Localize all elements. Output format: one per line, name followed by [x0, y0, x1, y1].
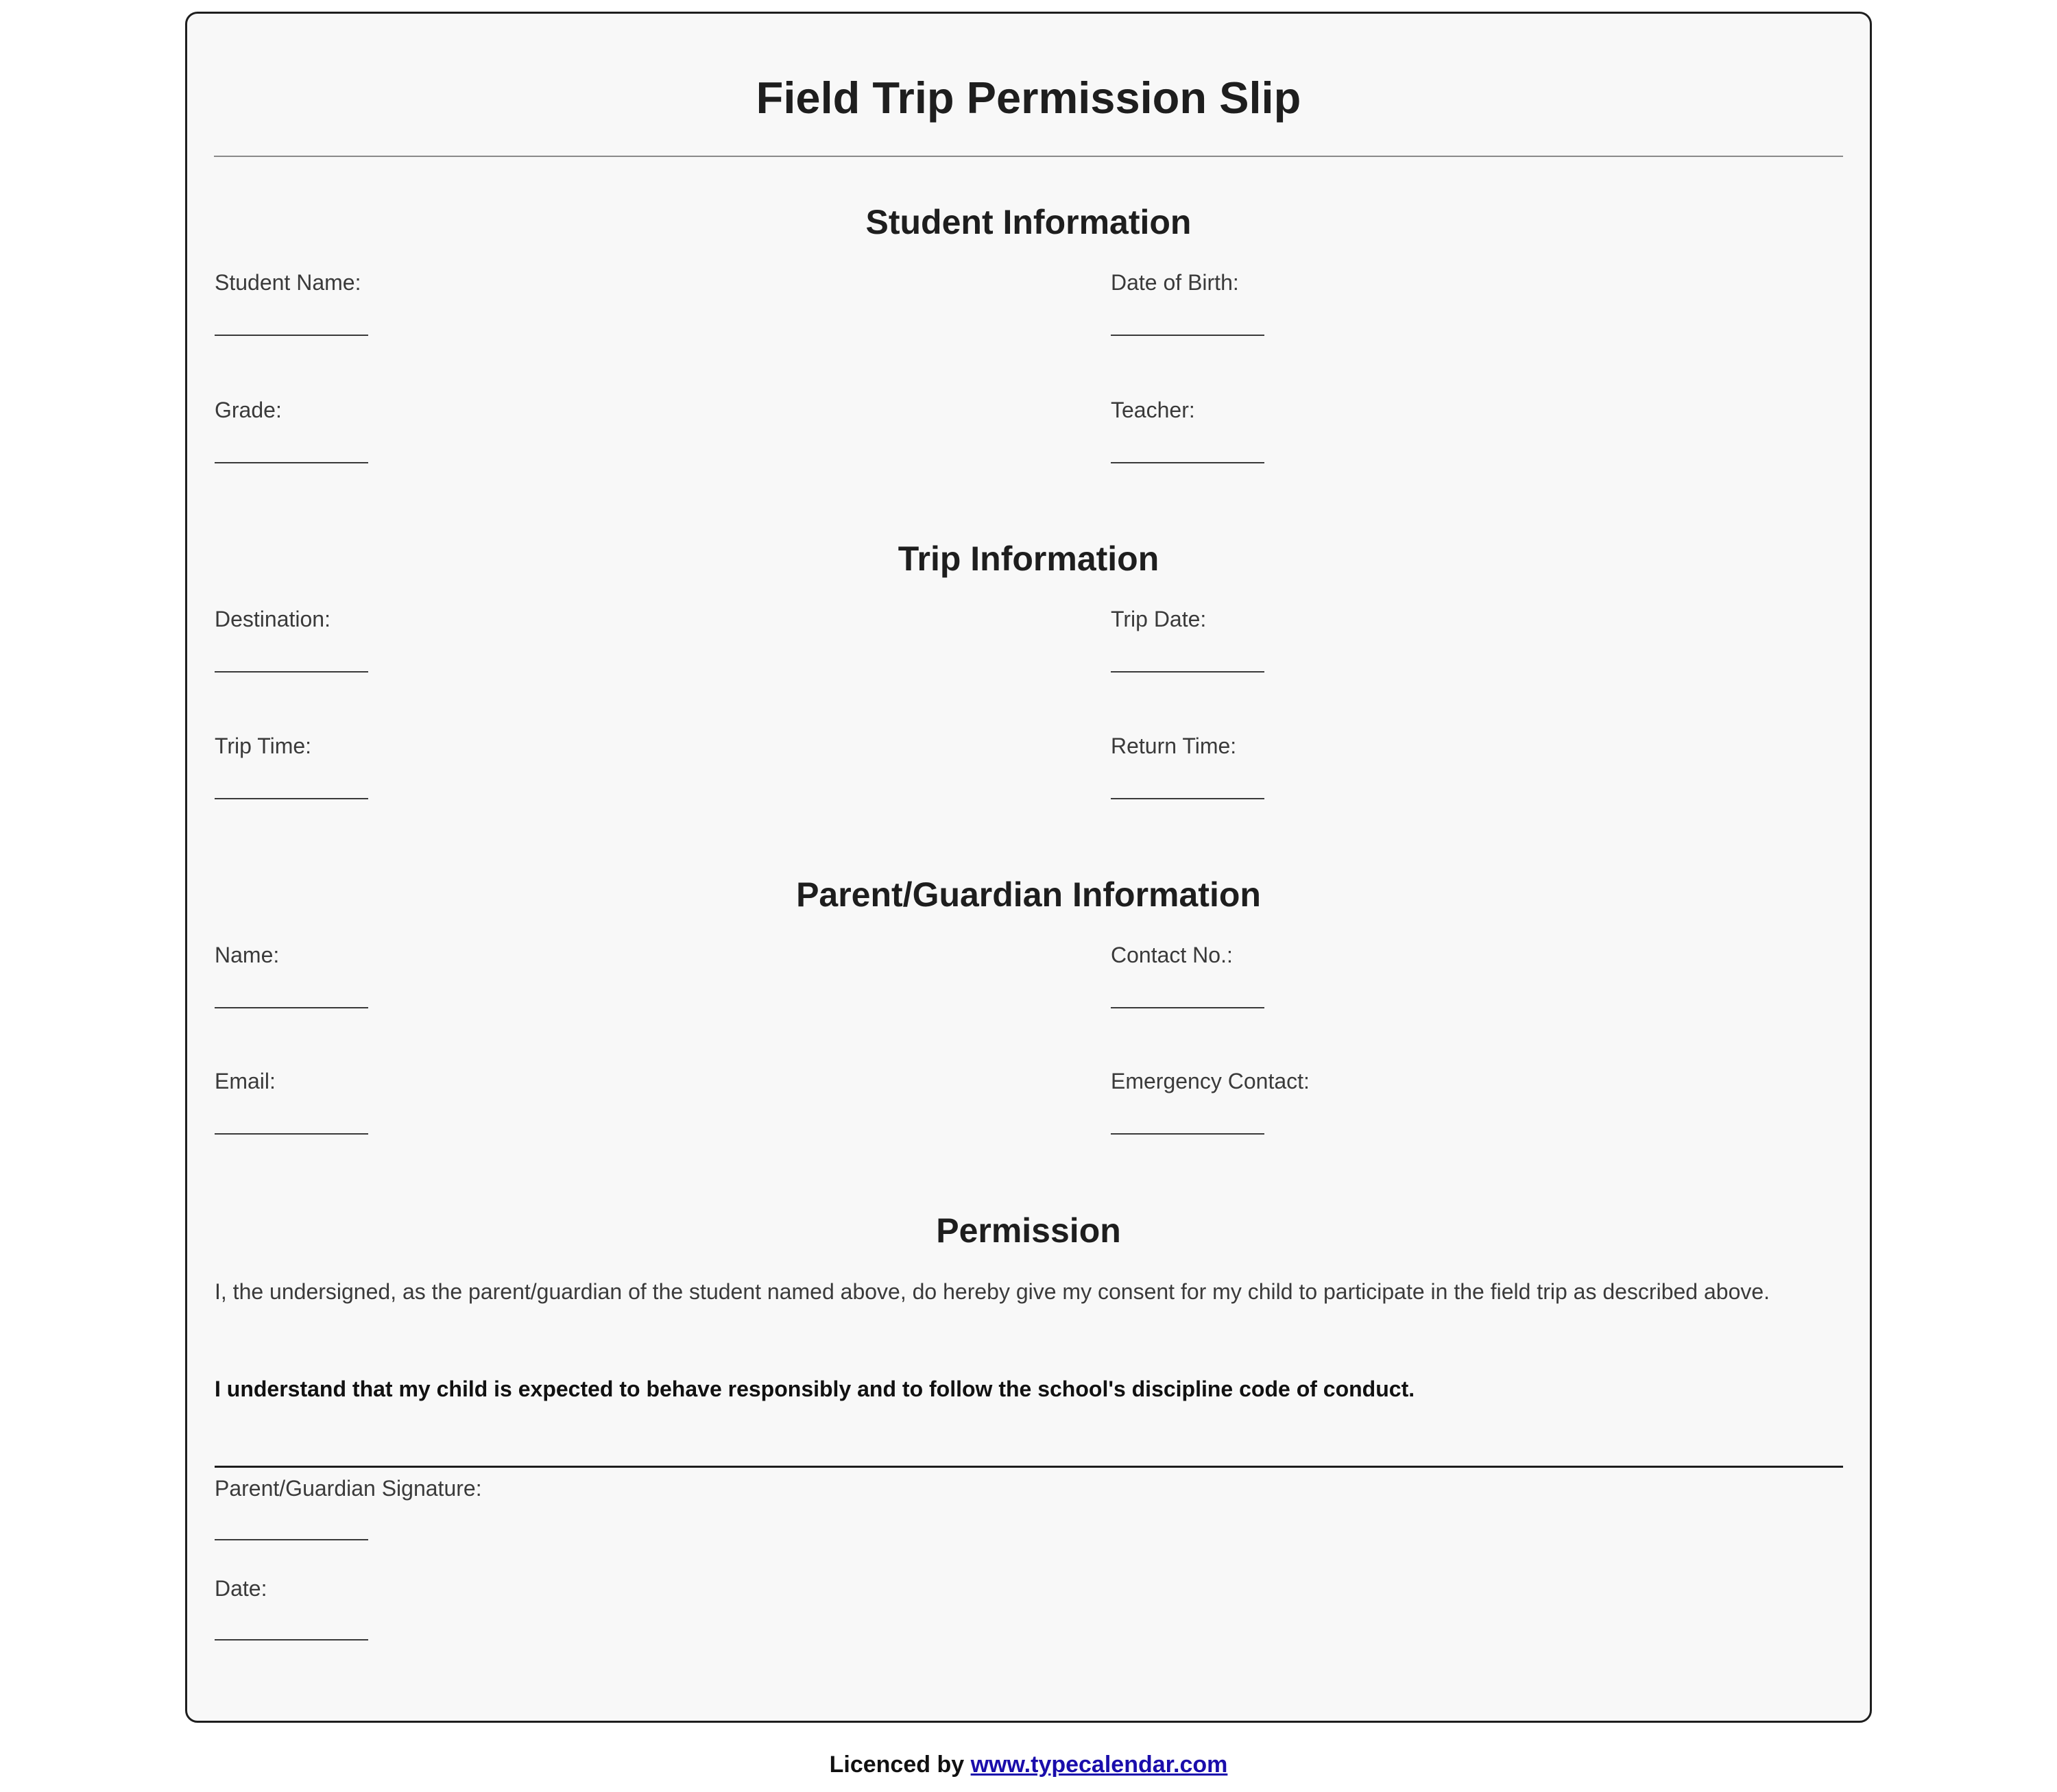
licence-footer [0, 1749, 2057, 1780]
section-heading-trip: Trip Information [898, 540, 1159, 578]
fill-in-line[interactable] [215, 1133, 368, 1135]
fill-in-line[interactable] [215, 1007, 368, 1008]
fill-in-line[interactable] [215, 335, 368, 336]
field-destination[interactable] [215, 605, 900, 673]
section-heading-guardian: Parent/Guardian Information [796, 875, 1261, 914]
field-student-name[interactable] [215, 269, 900, 336]
field-trip-date[interactable] [1111, 605, 1796, 673]
field-label: Contact No.: [1111, 943, 1233, 967]
fill-in-line[interactable] [1111, 1133, 1264, 1135]
consent-statement: I, the undersigned, as the parent/guardian of the student named above, do hereby give my consent for my child to participate in the field trip as described above. [215, 1279, 1770, 1304]
fill-in-line[interactable] [215, 798, 368, 799]
conduct-statement: I understand that my child is expected to behave responsibly and to follow the school's discipline code of conduct. [215, 1377, 1415, 1401]
field-return-time[interactable] [1111, 732, 1796, 799]
field-label: Destination: [215, 607, 330, 631]
fill-in-line[interactable] [215, 1639, 368, 1640]
title-divider [214, 156, 1843, 157]
field-trip-time[interactable] [215, 732, 900, 799]
field-signature-date[interactable] [215, 1575, 900, 1640]
field-label: Student Name: [215, 270, 361, 295]
field-contact-no[interactable] [1111, 941, 1796, 1008]
field-teacher[interactable] [1111, 396, 1796, 463]
field-grade[interactable] [215, 396, 900, 463]
field-label: Email: [215, 1069, 276, 1093]
field-label: Trip Date: [1111, 607, 1207, 631]
fill-in-line[interactable] [215, 1539, 368, 1540]
fill-in-line[interactable] [1111, 335, 1264, 336]
section-heading-student: Student Information [865, 203, 1192, 241]
field-guardian-signature[interactable] [215, 1475, 900, 1540]
fill-in-line[interactable] [1111, 1007, 1264, 1008]
field-label: Trip Time: [215, 734, 312, 758]
fill-in-line[interactable] [1111, 671, 1264, 673]
fill-in-line[interactable] [1111, 462, 1264, 463]
field-label: Teacher: [1111, 398, 1195, 422]
fill-in-line[interactable] [215, 671, 368, 673]
field-guardian-name[interactable] [215, 941, 900, 1008]
field-label: Date of Birth: [1111, 270, 1239, 295]
field-label: Emergency Contact: [1111, 1069, 1310, 1093]
field-label: Name: [215, 943, 280, 967]
field-date-of-birth[interactable] [1111, 269, 1796, 336]
signature-divider [215, 1466, 1843, 1468]
field-email[interactable] [215, 1067, 900, 1135]
field-label: Grade: [215, 398, 282, 422]
fill-in-line[interactable] [215, 462, 368, 463]
field-label: Date: [215, 1576, 267, 1601]
form-title: Field Trip Permission Slip [756, 73, 1301, 123]
footer-prefix: Licenced by [829, 1752, 965, 1778]
field-label: Parent/Guardian Signature: [215, 1476, 482, 1501]
field-label: Return Time: [1111, 734, 1237, 758]
section-heading-permission: Permission [936, 1211, 1121, 1250]
footer-link[interactable]: www.typecalendar.com [970, 1752, 1228, 1778]
field-emergency-contact[interactable] [1111, 1067, 1796, 1135]
fill-in-line[interactable] [1111, 798, 1264, 799]
